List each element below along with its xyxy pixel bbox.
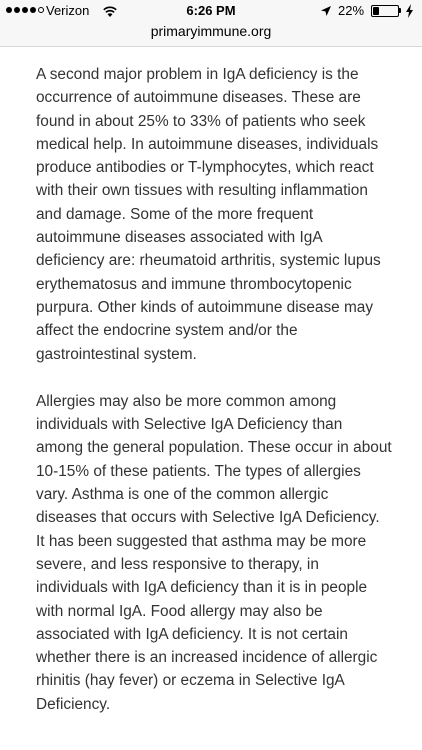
url-text[interactable]: primaryimmune.org	[150, 23, 272, 39]
article-body	[36, 63, 392, 740]
battery-cap	[399, 8, 401, 13]
status-time: 6:26 PM	[186, 3, 236, 18]
location-arrow-icon	[320, 5, 332, 17]
article-paragraph: A second major problem in IgA deficiency is the occurrence of autoimmune diseases. These are found in about 25% to 33% of patients who seek medical help. In autoimmune diseases, individuals produce antibodies or T-lymphocytes, which react with their own tissues with resulting inflammation and damage. Some of the more frequent autoimmune diseases associated with IgA deficiency are: rheumatoid arthritis, systemic lupus erythematosus and immune thrombocytopenic purpura. Other kinds of autoimmune disease may affect the endocrine system and/or the gastrointestinal system.	[36, 66, 381, 363]
status-bar	[0, 0, 422, 22]
charging-bolt-icon	[405, 4, 414, 18]
battery-level-fill	[373, 7, 379, 15]
article-paragraph: Allergies may also be more common among individuals with Selective IgA Deficiency than among the general population. These occur in about 10-15% of these patients. The types of allergies vary. Asthma is one of the common allergic diseases that occurs with Selective IgA Deficiency. It has been suggested that asthma may be more severe, and less responsive to therapy, in individuals with IgA deficiency than it is in people with normal IgA. Food allergy may also be associated with IgA deficiency. It is not certain whether there is an increased incidence of allergic rhinitis (hay fever) or eczema in Selective IgA Deficiency.	[36, 392, 392, 713]
carrier-name: Verizon	[46, 3, 90, 18]
address-bar[interactable]	[0, 22, 422, 44]
browser-top-chrome	[0, 0, 422, 47]
battery-percent: 22%	[338, 3, 365, 18]
battery-icon	[371, 5, 399, 17]
